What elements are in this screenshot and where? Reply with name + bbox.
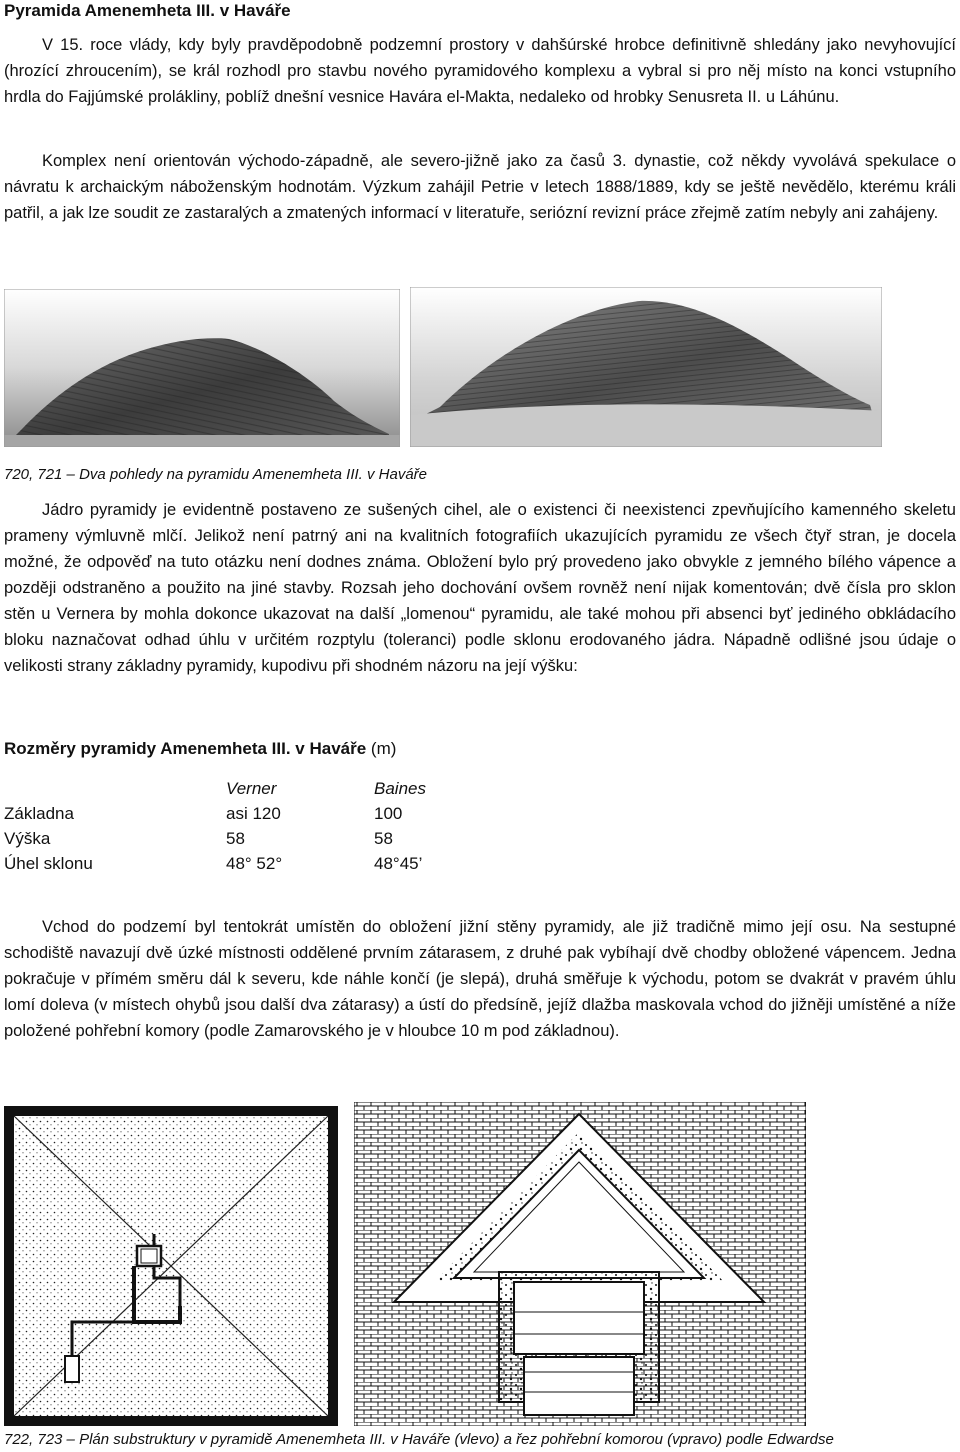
table-header-row: [4, 776, 426, 801]
table-header-cell: [4, 776, 226, 801]
table-cell: 58: [226, 829, 245, 848]
table-cell: 58: [374, 829, 393, 848]
table-row: [4, 801, 426, 826]
table-cell: Základna: [4, 804, 74, 823]
table-header-cell: Baines: [374, 779, 426, 798]
table-cell: 48° 52°: [226, 854, 283, 873]
photo-caption: 720, 721 – Dva pohledy na pyramidu Amenemheta III. v Havářе: [4, 466, 428, 483]
paragraph-entrance: Vchod do podzemí byl tentokrát umístěn do obložení jižní stěny pyramidy, ale již tradičně mimo její osu. Na sestupné schodiště navazují dvě úzké místnosti oddělené prvním zátarasem, z druhé pak vybíhají dvě chodby obložené vápencem. Jedna pokračuje v přímém směru dál k severu, kde náhle končí (je slepá), druhá směřuje k východu, potom se dvakrát v pravém úhlu lomí doleva (v místech ohybů jsou další dva zátarasy) a ústí do předsíně, jejíž dlažba maskovala vchod do jižněji umístěné a níže položené pohřební komory (podle Zamarovského je v hloubce 10 m pod základnou).: [4, 918, 956, 1040]
pyramid-photo-right: [410, 287, 882, 447]
table-header-cell: Verner: [226, 779, 277, 798]
table-cell: asi 120: [226, 804, 281, 823]
dimensions-table: [4, 776, 426, 876]
pyramid-photo-left: [4, 289, 400, 447]
table-row: [4, 851, 426, 876]
paragraph-core: Jádro pyramidy je evidentně postaveno ze sušených cihel, ale o existenci či neexistenci zpevňujícího kamenného skeletu prameny výmluvně mlčí. Jelikož není patrný ani na kvalitních fotografiích ukazujících pyramidu ze všech čtyř stran, je docela možné, že odpověď na tuto otázku není dodnes známa. Obložení bylo prý provedeno jako obvykle z jemného bílého vápence a později odstraněno a použito na jiné stavby. Rozsah jeho dochování ovšem rovněž není nijak komentován; dvě čísla pro sklon stěn u Vernera by mohla dokonce ukazovat na další „lomenou“ pyramidu, ale také mohou při absenci byť jediného obkládacího bloku naznačovat odhad úhlu v určitém rozptylu (toleranci) podle sklonu erodovaného jádra. Nápadně odlišné jsou údaje o velikosti strany základny pyramidy, kupodivu při shodném názoru na její výšku:: [4, 501, 956, 675]
table-cell: 48°45’: [374, 854, 423, 873]
paragraph-intro: V 15. roce vlády, kdy byly pravděpodobně podzemní prostory v dahšúrské hrobce definitivně shledány jako nevyhovující (hrozící zhroucením), se král rozhodl pro stavbu nového pyramidového komplexu a vybral si pro něj místo na konci vstupního hrdla do Fajjúmské prolákliny, poblíž dnešní vesnice Havára el-Makta, nedaleko od hrobky Senusreta II. u Láhúnu.: [4, 36, 956, 106]
plans-caption: 722, 723 – Plán substruktury v pyramidě Amenemheta III. v Havářе (vlevo) a řez pohřební komorou (vpravo) podle Edwardse: [4, 1431, 834, 1448]
paragraph-orientation: Komplex není orientován východo-západně, ale severo-jižně jako za časů 3. dynastie, což někdy vyvolává spekulace o návratu k archaickým náboženským hodnotám. Výzkum zahájil Petrie v letech 1888/1889, kdy se ještě nevědělo, kterému králi patřil, a jak lze soudit ze zastaralých a zmatených informací v literatuře, seriózní revizní práce zřejmě zatím nebyly ani zahájeny.: [4, 152, 956, 222]
table-cell: 100: [374, 804, 403, 823]
table-cell: Úhel sklonu: [4, 854, 93, 873]
burial-chamber-section-drawing: [354, 1102, 806, 1426]
dimensions-table-title-bold: Rozměry pyramidy Amenemheta III. v Havářе: [4, 739, 367, 758]
dimensions-table-title: [4, 738, 396, 760]
table-row: [4, 826, 426, 851]
table-cell: Výška: [4, 829, 51, 848]
page-title: Pyramida Amenemheta III. v Havářе: [4, 1, 291, 20]
substructure-plan-drawing: [4, 1106, 338, 1426]
dimensions-table-unit: (m): [366, 739, 397, 758]
